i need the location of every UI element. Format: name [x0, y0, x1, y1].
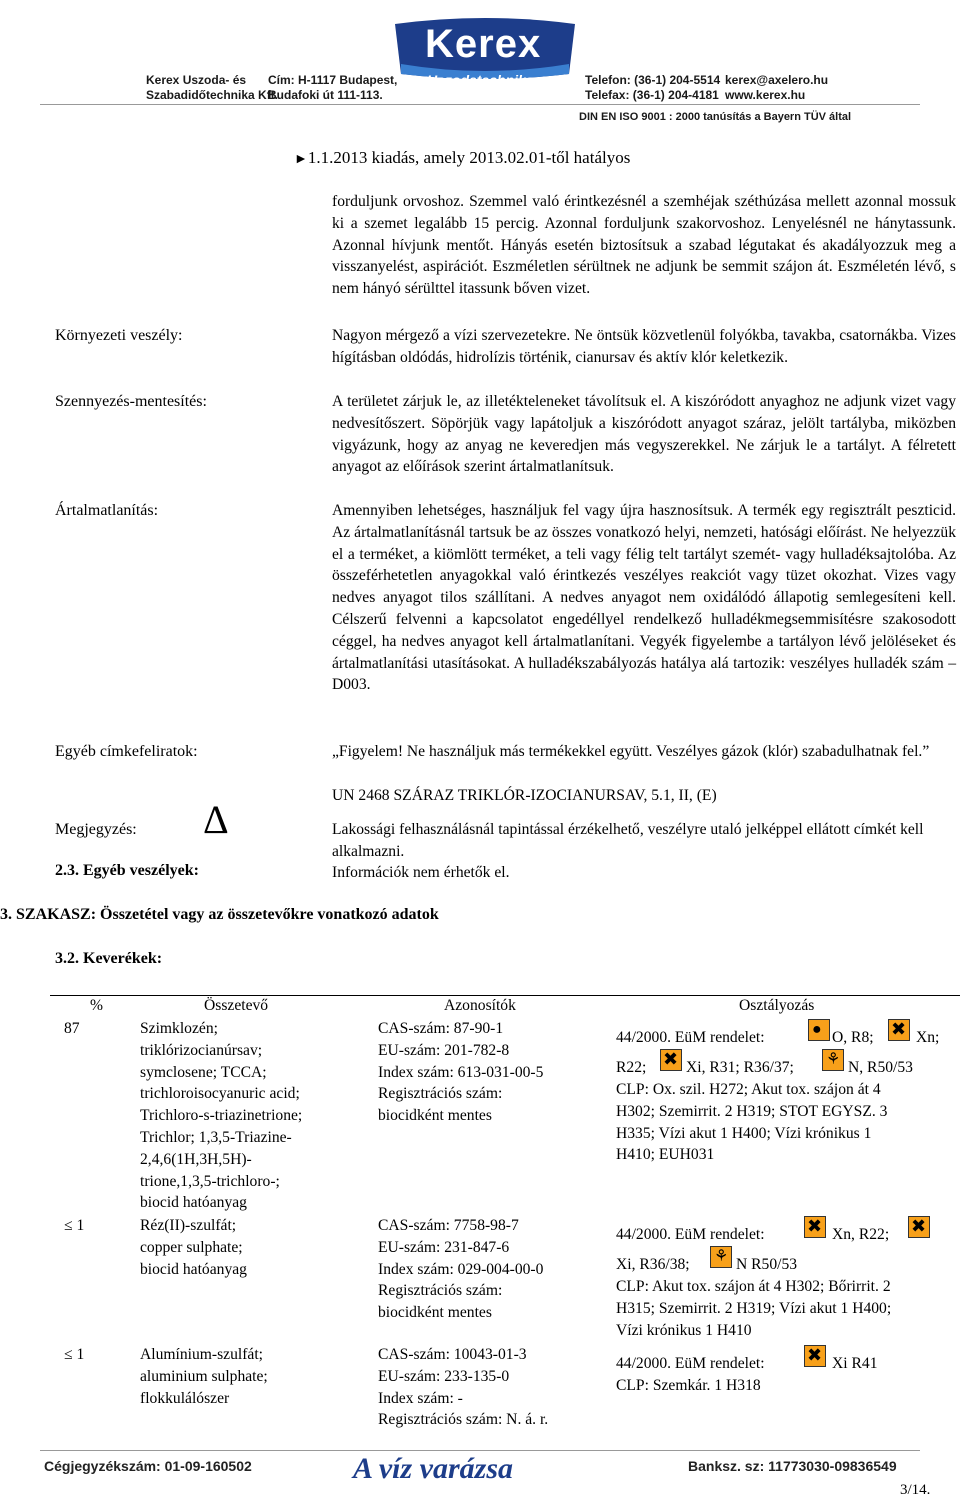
disposal-text: Amennyiben lehetséges, használjuk fel vagy újra hasznosítsuk. A termék egy regisztrált peszticid. Az ártalmatlanításnál tartsuk be az összes vonatkozó helyi, nemzeti, hatósági előírást. Ne helyezzük el a terméket, a kiömlött terméket, a teli vagy félig telt tartályt szemét- vagy hulladéksajtolóba. Az összeférhetetlen anyagokkal való érintkezés veszélyes reakciót vagy tüzet okozhat. Vizes vagy nedves anyagot tilos szállítani. A nedves anyagot nem oxidálódó állapotig semlegesíteni kell. Célszerű felvenni a kapcsolatot engedéllyel rendelkező hulladékmegsemmisítésre szakosodott céggel, ha nedves anyagot kell ártalmatlanítani. Vegyék figyelembe a tartályon lévő jelöléseket és ártalmatlanítási utasításokat. A hulladékszabályozás hatálya alá tartozik: veszélyes hulladék szám – D003.	[332, 502, 956, 694]
phone-number: Telefon: (36-1) 204-5514	[585, 73, 721, 87]
column-header-classification: Osztályozás	[739, 997, 815, 1014]
identifier-line: Regisztrációs szám:	[378, 1085, 503, 1103]
classification-line: H410; EUH031	[616, 1146, 715, 1164]
fax-number: Telefax: (36-1) 204-4181	[585, 88, 719, 102]
row2-classification	[616, 1224, 956, 1341]
component-line: Réz(II)-szulfát;	[140, 1217, 237, 1234]
classification-text: O, R8;	[832, 1029, 874, 1046]
row1-component	[140, 1018, 302, 1214]
classification-text: 44/2000. EüM rendelet:	[616, 1355, 765, 1372]
row1-identifiers	[378, 1018, 543, 1127]
header-divider	[40, 104, 920, 105]
row2-component	[140, 1215, 247, 1280]
component-line: symclosene; TCCA;	[140, 1063, 267, 1081]
section-3-2-heading: 3.2. Keverékek:	[55, 950, 163, 967]
identifier-line: CAS-szám: 87-90-1	[378, 1020, 504, 1037]
classification-text: 44/2000. EüM rendelet:	[616, 1029, 765, 1046]
component-line: Alumínium-szulfát;	[140, 1346, 263, 1363]
issue-text: 1.1.2013 kiadás, amely 2013.02.01-től hatályos	[307, 148, 631, 167]
section-3-heading: 3. SZAKASZ: Összetétel vagy az összetevőkre vonatkozó adatok	[0, 906, 439, 923]
classification-text: Xn;	[916, 1029, 940, 1046]
bank-account-number: Banksz. sz: 11773030-09836549	[688, 1458, 897, 1474]
website: www.kerex.hu	[725, 88, 806, 102]
section-2-3-heading: 2.3. Egyéb veszélyek:	[55, 862, 199, 879]
classification-text: N R50/53	[736, 1256, 798, 1273]
classification-text: N, R50/53	[848, 1059, 913, 1076]
footer-divider	[40, 1450, 920, 1451]
spill-cleanup-text: A területet zárjuk le, az illetékteleneket távolítsuk el. A kiszóródott anyaghoz ne adjunk vizet vagy nedvesítőszert. Söpörjük vagy lapátoljuk a kiszóródott anyagot száraz, jelölt tartályba, miközben vigyázunk, hogy az anyag ne keveredjen más vegyszerekkel. Ne zárjuk le a tartályt. A félretett anyagot az előírások szerint ártalmatlanítsuk.	[332, 393, 956, 476]
page-number: 3/14.	[900, 1482, 931, 1498]
component-line: aluminium sulphate;	[140, 1367, 268, 1385]
harmful-hazard-icon	[804, 1216, 826, 1238]
identifier-line: Regisztrációs szám: N. á. r.	[378, 1411, 549, 1429]
component-line: Trichlor; 1,3,5-Triazine-	[140, 1128, 292, 1146]
pointer-icon: ►	[294, 152, 308, 167]
row2-identifiers	[378, 1215, 543, 1324]
component-line: Trichloro-s-triazinetrione;	[140, 1107, 303, 1125]
identifier-line: biocidként mentes	[378, 1107, 492, 1125]
identifier-line: EU-szám: 231-847-6	[378, 1238, 510, 1256]
column-header-identifiers: Azonosítók	[444, 997, 516, 1014]
environment-hazard-icon	[710, 1246, 732, 1268]
row3-component	[140, 1344, 268, 1409]
component-line: copper sulphate;	[140, 1238, 243, 1256]
classification-text: Xn, R22;	[832, 1226, 890, 1243]
issue-note	[294, 148, 630, 168]
component-line: flokkulálószer	[140, 1389, 230, 1407]
classification-line: CLP: Szemkár. 1 H318	[616, 1377, 761, 1394]
row2-percent: ≤ 1	[64, 1217, 85, 1234]
component-line: trione,1,3,5-trichloro-;	[140, 1172, 280, 1190]
address-line1: Cím: H-1117 Budapest,	[268, 73, 398, 87]
classification-line: Vízi krónikus 1 H410	[616, 1321, 752, 1339]
other-label-texts-label: Egyéb címkefeliratok:	[55, 743, 198, 760]
oxidizing-hazard-icon	[808, 1019, 830, 1041]
company-registration-number: Cégjegyzékszám: 01-09-160502	[44, 1458, 252, 1474]
row3-identifiers	[378, 1344, 548, 1431]
other-label-texts-warning: „Figyelem! Ne használjuk más termékekkel együtt. Veszélyes gázok (klór) szabadulhatnak fel.”	[332, 743, 930, 760]
identifier-line: Index szám: 613-031-00-5	[378, 1063, 544, 1081]
spill-cleanup-label: Szennyezés-mentesítés:	[55, 393, 207, 410]
row3-classification	[616, 1353, 956, 1397]
environmental-hazard-label: Környezeti veszély:	[55, 327, 183, 344]
component-line: triklórizocianúrsav;	[140, 1041, 263, 1059]
component-line: biocid hatóanyag	[140, 1194, 247, 1212]
classification-line: H335; Vízi akut 1 H400; Vízi krónikus 1	[616, 1124, 872, 1142]
identifier-line: Index szám: -	[378, 1389, 463, 1407]
logo-text: Kerex	[425, 22, 542, 66]
classification-line: H315; Szemirrit. 2 H319; Vízi akut 1 H400;	[616, 1299, 892, 1317]
row3-percent: ≤ 1	[64, 1346, 85, 1363]
email-address: kerex@axelero.hu	[725, 73, 829, 87]
identifier-line: Index szám: 029-004-00-0	[378, 1260, 544, 1278]
classification-text: R22;	[616, 1059, 647, 1076]
component-line: trichloroisocyanuric acid;	[140, 1085, 300, 1103]
column-header-percent: %	[90, 997, 103, 1014]
environment-hazard-icon	[822, 1049, 844, 1071]
identifier-line: EU-szám: 201-782-8	[378, 1041, 510, 1059]
note-text: Lakossági felhasználásnál tapintással érzékelhető, veszélyre utaló jelképpel ellátott címkét kell alkalmazni.	[332, 821, 924, 860]
component-line: 2,4,6(1H,3H,5H)-	[140, 1150, 252, 1168]
irritant-hazard-icon	[908, 1216, 930, 1238]
section-2-3-text: Információk nem érhetők el.	[332, 864, 510, 881]
environmental-hazard-text: Nagyon mérgező a vízi szervezetekre. Ne öntsük közvetlenül folyókba, tavakba, csatornákba. Vizes hígításban oldódás, hidrolízis történik, cianursav és aktív klór keletkezik.	[332, 327, 956, 366]
classification-text: Xi R41	[832, 1355, 878, 1372]
disposal-label: Ártalmatlanítás:	[55, 502, 159, 519]
classification-line: H302; Szemirrit. 2 H319; STOT EGYSZ. 3	[616, 1102, 888, 1120]
un-transport-designation: UN 2468 SZÁRAZ TRIKLÓR-IZOCIANURSAV, 5.1, II, (E)	[332, 787, 717, 804]
identifier-line: EU-szám: 233-135-0	[378, 1367, 510, 1385]
row1-classification	[616, 1027, 956, 1166]
tactile-warning-triangle-icon: Δ	[203, 797, 229, 842]
identifier-line: Regisztrációs szám:	[378, 1282, 503, 1300]
address-line2: Budafoki út 111-113.	[268, 88, 383, 102]
component-line: Szimklozén;	[140, 1020, 218, 1037]
first-aid-continuation: forduljunk orvoshoz. Szemmel való érintkezésnél a szemhéjak széthúzása mellett azonnal mossuk ki a szemet legalább 15 percig. Azonnal forduljunk szakorvoshoz. Lenyelésnél ne hánytassunk. Azonnal hívjunk mentőt. Hányás esetén biztosítsuk a szabad légutakat és akadályozzuk meg a visszanyelést, aspirációt. Eszméletlen sérültnek ne adjunk be semmit szájon át. Eszméletén lévő, s nem hányó sérülttel itassunk bőven vizet.	[332, 193, 956, 298]
iso-certification: DIN EN ISO 9001 : 2000 tanúsítás a Bayern TÜV által	[579, 111, 852, 123]
logo-subtitle: Uszodatechnika	[427, 72, 534, 88]
component-line: biocid hatóanyag	[140, 1260, 247, 1278]
company-name-line1: Kerex Uszoda- és	[146, 73, 247, 87]
classification-line: CLP: Ox. szil. H272; Akut tox. szájon át 4	[616, 1081, 881, 1098]
note-label: Megjegyzés:	[55, 821, 137, 838]
column-header-component: Összetevő	[204, 997, 269, 1014]
classification-line: CLP: Akut tox. szájon át 4 H302; Bőrirrit. 2	[616, 1278, 891, 1295]
classification-text: Xi, R31; R36/37;	[686, 1059, 794, 1076]
classification-text: Xi, R36/38;	[616, 1256, 690, 1273]
identifier-line: CAS-szám: 7758-98-7	[378, 1217, 519, 1234]
footer-slogan: A víz varázsa	[353, 1452, 514, 1485]
irritant-hazard-icon	[660, 1049, 682, 1071]
harmful-hazard-icon	[888, 1019, 910, 1041]
classification-text: 44/2000. EüM rendelet:	[616, 1226, 765, 1243]
identifier-line: CAS-szám: 10043-01-3	[378, 1346, 527, 1363]
irritant-hazard-icon	[804, 1345, 826, 1367]
company-name-line2: Szabadidőtechnika Kft.	[146, 88, 279, 102]
row1-percent: 87	[64, 1020, 80, 1037]
identifier-line: biocidként mentes	[378, 1304, 492, 1322]
